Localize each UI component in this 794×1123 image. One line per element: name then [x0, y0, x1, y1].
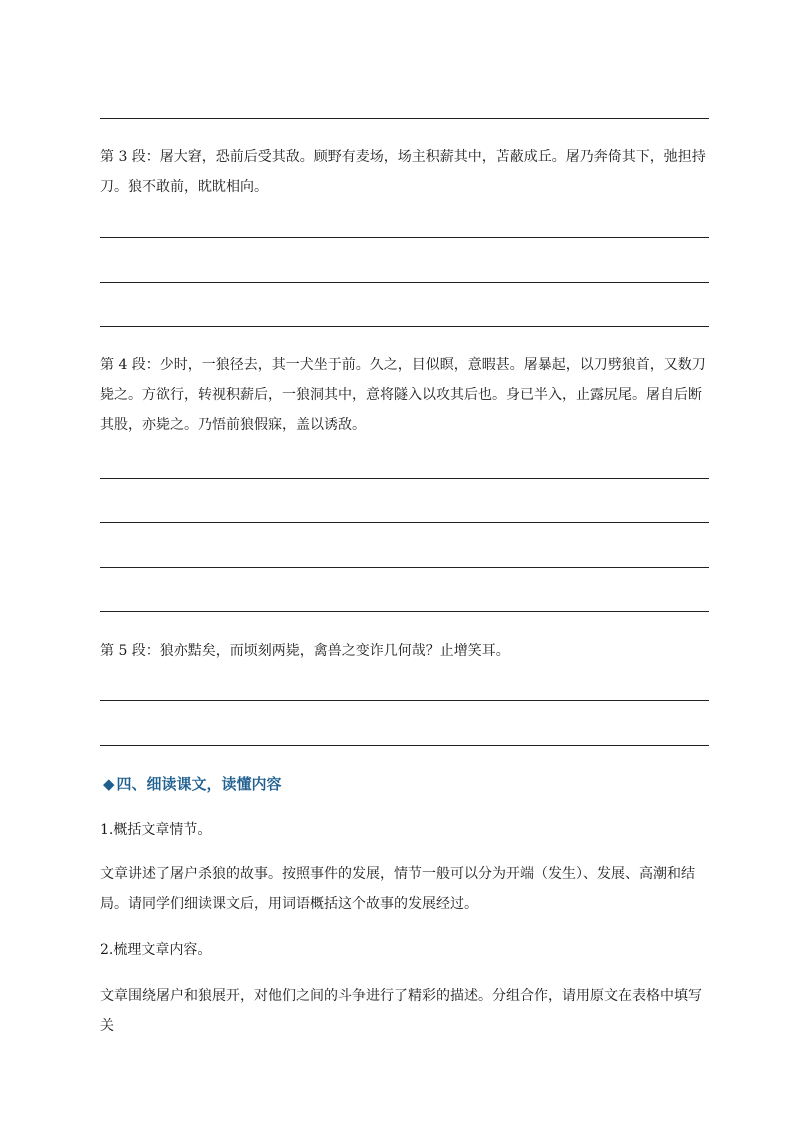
- answer-line[interactable]: [100, 611, 709, 612]
- answer-line[interactable]: [100, 478, 709, 479]
- answer-line[interactable]: [100, 745, 709, 746]
- answer-line[interactable]: [100, 567, 709, 568]
- paragraph-3: 第 3 段：屠大窘，恐前后受其敌。顾野有麦场，场主积薪其中，苫蔽成丘。屠乃奔倚其下，弛担持刀。狼不敢前，眈眈相向。: [100, 149, 706, 195]
- answer-line[interactable]: [100, 700, 709, 701]
- answer-line[interactable]: [100, 237, 709, 238]
- item-1-body: 文章讲述了屠户杀狼的故事。按照事件的发展，情节一般可以分为开端（发生）、发展、高潮和结局。请同学们细读课文后，用词语概括这个故事的发展经过。: [100, 866, 695, 912]
- answer-line[interactable]: [100, 326, 709, 327]
- paragraph-5: 第 5 段：狼亦黠矣，而顷刻两毙，禽兽之变诈几何哉？止增笑耳。: [100, 643, 510, 659]
- paragraph-4: 第 4 段：少时，一狼径去，其一犬坐于前。久之，目似瞑，意暇甚。屠暴起，以刀劈狼首，又数刀毙之。方欲行，转视积薪后，一狼洞其中，意将隧入以攻其后也。身已半入，止露尻尾。屠自后断其股，亦毙之。乃悟前狼假寐，盖以诱敌。: [100, 357, 706, 433]
- section-heading: [103, 772, 282, 796]
- section-title: 四、细读课文，读懂内容: [116, 775, 282, 793]
- item-2-body: 文章围绕屠户和狼展开，对他们之间的斗争进行了精彩的描述。分组合作，请用原文在表格中填写关: [100, 988, 702, 1034]
- item-2-title: 2.梳理文章内容。: [100, 942, 212, 958]
- answer-line[interactable]: [100, 282, 709, 283]
- answer-line[interactable]: [100, 522, 709, 523]
- diamond-icon: ◆: [103, 775, 115, 793]
- answer-line[interactable]: [100, 118, 709, 119]
- item-1-title: 1.概括文章情节。: [100, 822, 212, 838]
